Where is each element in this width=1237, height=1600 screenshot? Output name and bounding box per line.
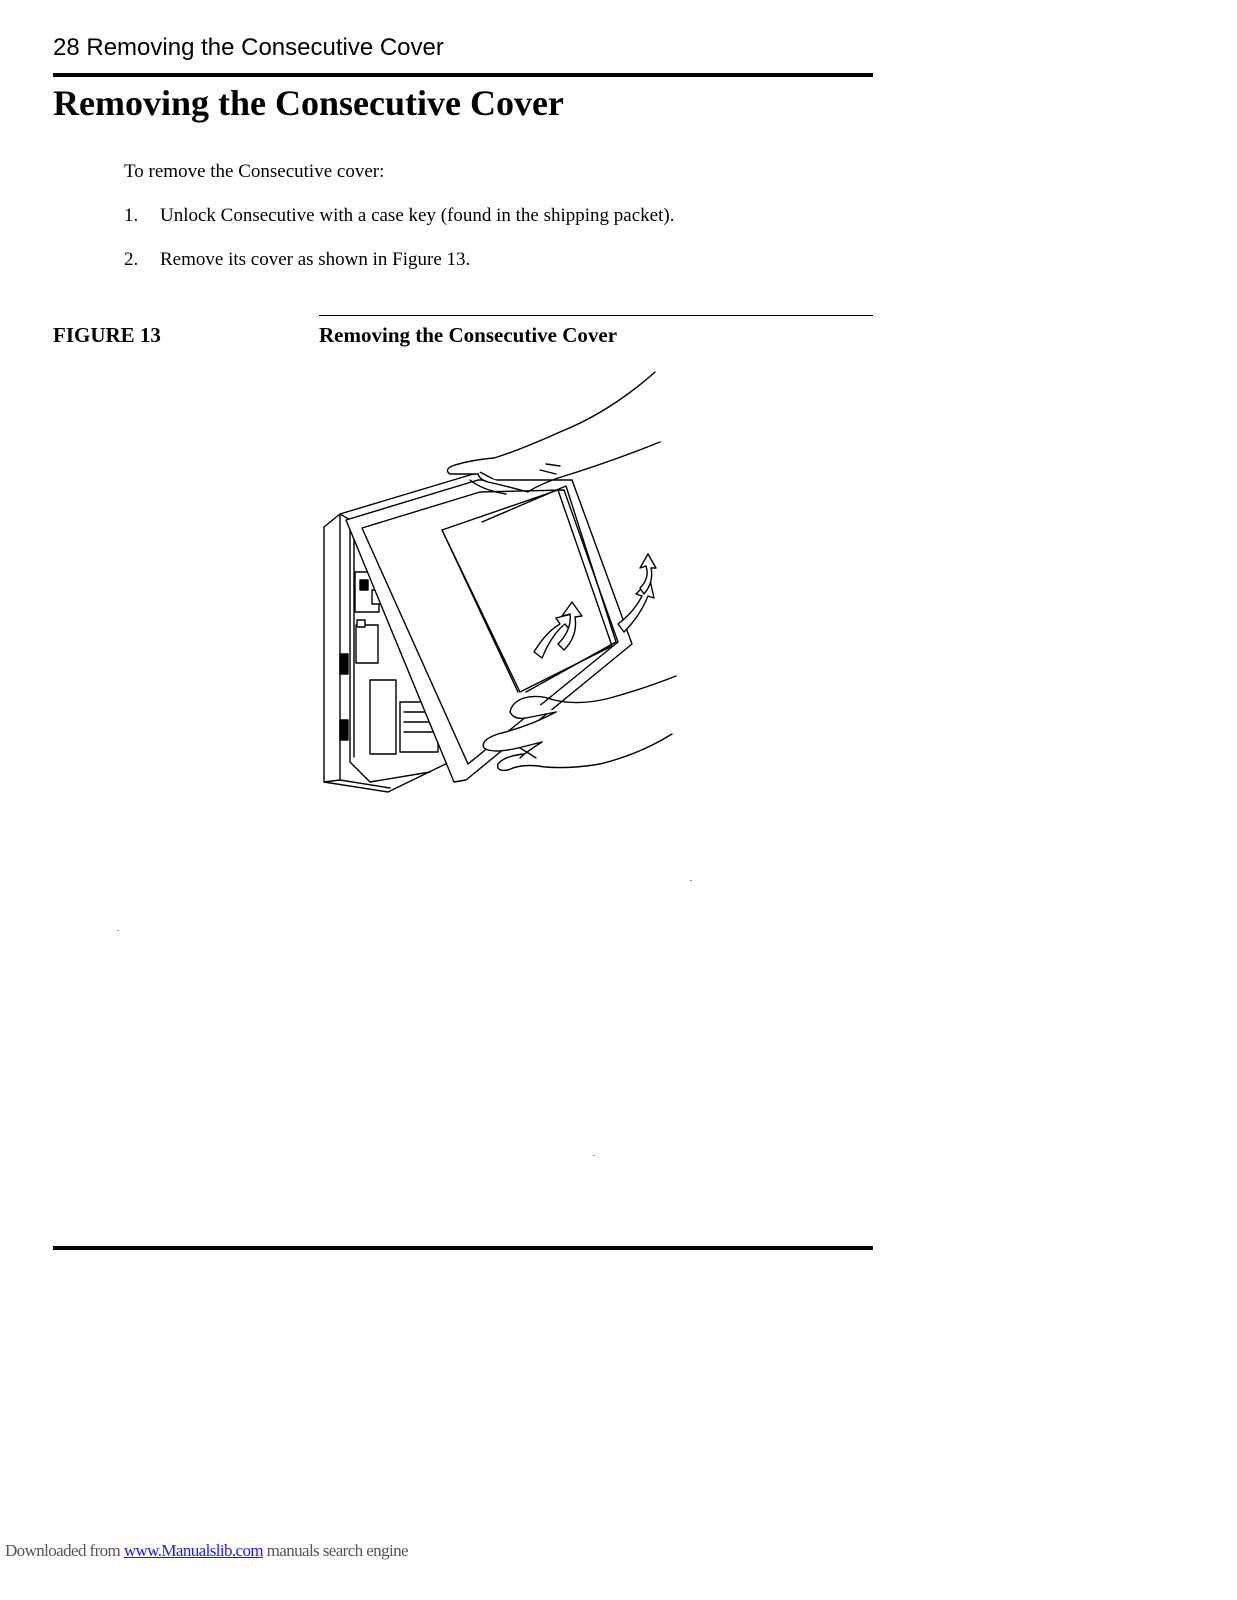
scan-speck <box>593 1155 595 1156</box>
step-number: 2. <box>124 249 139 270</box>
page-title: Removing the Consecutive Cover <box>53 83 564 123</box>
figure-label: FIGURE 13 <box>53 323 161 347</box>
scan-speck <box>117 930 119 931</box>
download-footer <box>5 1541 408 1561</box>
scan-speck <box>690 880 692 881</box>
manualslib-link[interactable]: www.Manualslib.com <box>123 1541 264 1560</box>
top-rule <box>53 73 873 77</box>
running-head: 28 Removing the Consecutive Cover <box>53 34 444 61</box>
list-item <box>124 249 470 271</box>
list-item <box>124 205 674 227</box>
figure-rule <box>319 315 873 316</box>
cover-removal-illustration <box>310 362 690 802</box>
figure-caption: Removing the Consecutive Cover <box>319 323 618 347</box>
footer-suffix: manuals search engine <box>263 1541 408 1560</box>
bottom-rule <box>53 1246 873 1250</box>
step-text: Remove its cover as shown in Figure 13. <box>160 249 471 270</box>
step-number: 1. <box>124 205 139 226</box>
step-text: Unlock Consecutive with a case key (found in the shipping packet). <box>160 205 675 226</box>
intro-text: To remove the Consecutive cover: <box>124 161 385 182</box>
footer-prefix: Downloaded from <box>5 1541 124 1560</box>
